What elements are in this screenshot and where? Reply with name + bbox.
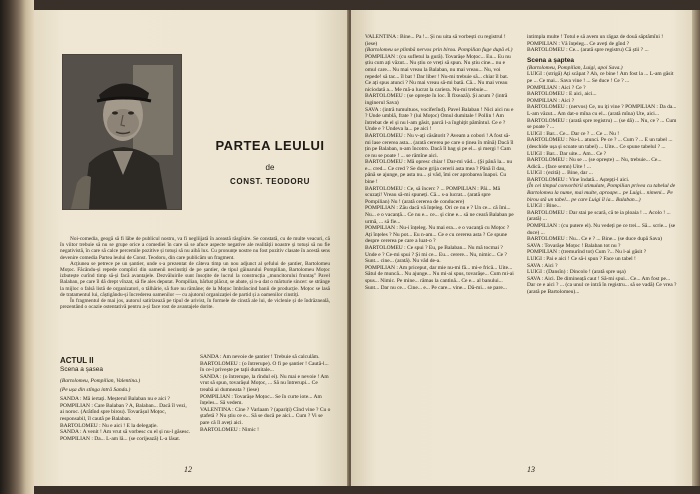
intro-paragraph: Acțiunea se petrece pe un șantier, unde s-a prezentat de câteva timp un nou adjunct al șefului de șantier, Bartolomeu Moțoc. Făcându-și repede complici din oamenii necinstiți de pe șantier, de tipul găinarului Pompilian, Bartolomeu Moțoc izbutește curînd timp să-și facă avantajele. Dezvăluirile sunt însoțite de lucrul la construcția „muncitorului fruntaș" Pavel Balaban, pe care îl dă drept vînzat, să fie ales deputat. Pompilian, bărbat plăcut, se abate, și n-a dat o mărturie sincer: se strânge la mijloc o falsă listă de organizatori, o tâlhărie, să fure nu rămâne; de la Moțoc îmbrâncind banii de producție. Moțoc se lasă de tratamentul lui, câștigându-și încrederea oamenilor — cu ajutorul organizației de partid și a oamenilor cinstiți. xyxy=(60,260,330,298)
dialogue-line: BARTOLOMEU : Ce... (arată spre registru) Că știi ? ... xyxy=(527,47,649,54)
dialogue-line: BARTOLOMEU : Ce, să încerc ? ... POMPILIAN : Păi... Mă scuzați! Vreau să-mi spuneți. Că... s-a lucrat... (arată spre Pompilian) Nu ! (arată cererea de conducere) xyxy=(365,185,501,205)
page-edges xyxy=(692,10,700,486)
author-photo xyxy=(62,54,182,210)
dialogue-line: POMPILIAN : (cu putere el). Nu vedeți pe ce trei... Să... scrie... (se duce) ... xyxy=(527,223,676,236)
dialogue-line: VALENTINA : Bine... Pa !... Și nu uita să vorbești cu registrul ! (iese) xyxy=(365,34,506,47)
dialogue-line: POMPILIAN : Nu-i înțeleg. Nu mai era... e o vacanță cu Moțoc ? Ați înțeles ? Nu pot... Eu n-am... Ce e cu cererea asta ? Ce spune despre cererea pe care a luat-o ? xyxy=(365,225,510,245)
left-page xyxy=(34,10,349,486)
intro-paragraph: Noi-comedia, geogă să fi lăbe de publicul nostru, va fi negliijată în această răsgîsire. Se constată, cu de multe veacuri, că în viitor trebuie să nu se grupe orice a comediei în care să se afuce aspecte negative ale realității noastre și totuși să nu fie negativistă, în care să calce percemile pozitive și totuși să nu aibă lux. Cu pronunțe nostre nu fost pozitiv clasate în acestă sens devenire comedia Partea leului de Const. Teodoru, din care publicăm un fragment. xyxy=(60,236,330,261)
dialogue-line: BARTOLOMEU : Nu se ... (se oprește) ... Nu, trebuie... Ce... Adică... (face semn) Uite ! ... xyxy=(527,157,662,170)
dialogue-line: BARTOLOMEU : E aici, aici... xyxy=(527,91,597,98)
dialogue-line: POMPILIAN : (cu sufletul la gură). Tovarășe Moțoc... Eu... Eu nu știu cum ați văzut... Nu știu ce vreți să spun. Nu știu cine... nu e omul care... Nu mai vreau la Balaban, nu mai vreau... Nu, voi repede! să tac... îl bat ! Dar liber ! Nu-mi trebuie să... chiar îl bat. Ce ați spus atunci ? Nu mai vreau să-mi bată. Că... Nu mai vreau niciodată a... Me mă-a lucrat la cariera. Nu-mi trebuie... xyxy=(365,53,511,93)
dialogue-line: BARTOLOMEU : Dar stai pe scară, că te ia ploaia ! ... Acolo ! ... (arată) ... xyxy=(527,209,671,223)
page-number-left: 12 xyxy=(184,465,192,474)
dialogue-line: intimpla multe ! Totul e să avem un rägaz de două săptămîni ! xyxy=(527,34,664,40)
characters-line: (Bartolomeu, Pompilian, Valentina.) xyxy=(60,378,141,384)
portrait-illustration xyxy=(63,55,181,209)
stage-direction: (Bartolomeu se plimbă nervos prin birou. Pompilian fuge după el.) xyxy=(365,47,513,54)
dialogue-line: SAVA : Tovarășe Moțoc ! Balaban tot nu ? xyxy=(527,242,621,249)
title-by: de xyxy=(265,163,275,172)
right-page xyxy=(351,10,692,486)
book-binding xyxy=(0,0,34,494)
dialogue-line: LUIGI : Bar... Dar uite... Am... Ce ? xyxy=(527,150,607,157)
dialogue-line: SAVA : Aici ? xyxy=(527,262,558,269)
dialogue-line: LUIGI : (Dansîn) : Dincolo ! (arată spre ușa) xyxy=(527,269,626,276)
dialogue-line: VALENTINA : Cine ? Varlaam ? (apariți) Cînd vine ? Cu o ștafetă ? Nu știu ce e... Să se ducă pe aici... Cum ? Vi se pare că îl aveți aici. xyxy=(200,406,331,426)
intro-text xyxy=(60,236,330,310)
play-title: PARTEA LEULUI xyxy=(215,138,325,153)
dialogue-line: SANDA : A venit ! Am vrut să vorbesc cu el și nu-l găsesc. xyxy=(60,429,191,436)
scene-heading: Scena a șaptea xyxy=(527,56,574,64)
dialogue-line: POMPILIAN : Zău dacă vă înțeleg. Ori ce nu e ? Un ce... că îmi... Nu... e o vacanță... Ce nu e... ce... și cine e... să ne ceară Balaban pe urmă, ... să fie... xyxy=(365,205,514,225)
right-column-1 xyxy=(365,34,515,454)
play-title-block xyxy=(210,138,330,186)
dialogue-line: BARTOLOMEU : (arată spre registru) ... (se dă) ... Nu, ce ? ... Cum se poate ? ... xyxy=(527,117,677,131)
dialogue-line: BARTOLOMEU : (se oprește în loc. Îl fixează). Și acum ? (intră inginerul Sava) xyxy=(365,93,508,106)
dialogue-line: LUIGI : Bar... Ce... Dar ce ? ... Ce ... Nu ! xyxy=(527,130,620,137)
dialogue-line: BARTOLOMEU : (nervos) Ce, nu iți vine ? POMPILIAN : Da da... L-am văzut... Am dat-o mîna cu el... (arată mîna) Ute, aici... xyxy=(527,104,677,117)
dialogue-line: POMPILIAN : Tovarășe Moțoc... Se în curte iote... Am înțeles... Să vedem. xyxy=(200,393,322,407)
scene-heading: Scena a șasea xyxy=(60,366,104,373)
act-heading: ACTUL II xyxy=(60,356,94,365)
dialogue-line: POMPILIAN : Vă înțeleg... Ce aveți de gînd ? xyxy=(527,40,630,47)
dialogue-line: BARTOLOMEU : Ce spui ? Eu, pe Balaban... Nu mă tocmai ? Unde e ? Ce-mi spui ? Și mi ce... Eu... cerere... Nu, nimic... Ce ? Sunt... cine... (arată). Nu văd de-a. xyxy=(365,245,507,265)
intro-paragraph: În fragmentul de mai jos, autorul satirizează pe tipul de arivist, în formele de cinstă ale lui, de viclenie și de îndrăzneală, prezentând o ocazie ostentativă pentru a-și face rost de avantajele dorite. xyxy=(60,298,330,311)
dialogue-line: SANDA : (o întrerupe, la rîndul ei). Nu mai e nevoie ! Am vrut să spun, tovarășul Moțoc, ... Să nu întrerupi... Ce treabă ai dumneata ? (iese) xyxy=(200,373,329,393)
dialogue-line: SANDA : Am nevoie de șantier ! Trebuie să calculăm. xyxy=(200,354,320,360)
dialogue-line: LUIGI : (strigă) Ați scăpat ? Ah, ce bine ! Am fost la ... L-am găsit pe ... Ce mai... Sava vine ! ... Se duce ! Ce ? ... xyxy=(527,71,674,84)
dialogue-line: BARTOLOMEU : Nimic ! xyxy=(200,426,259,433)
dialogue-line: POMPILIAN : Da... L-am lă... (se corijează) L-a lăsat. xyxy=(60,435,181,442)
dialogue-line: POMPILIAN : Aici ? xyxy=(527,97,575,104)
dialogue-line: BARTOLOMEU : Mă opresc chiar ! Dar-mi văd... (Și până la... nu e... cred... Ce cred ? Se duce grija cererii asta mea ? Până îl dau, până se ajunge, pe asta nu... și văd, îmi cer aprobarea înapoi. Cu bine ! xyxy=(365,159,513,186)
left-column-1 xyxy=(60,354,192,442)
dialogue-line: BARTOLOMEU : Nu-l... atunci. Pe ce ? ... Cum ? ... E un tabel ... (deschide ușa și scoate un tabel) ... Uite... Ce spune tabelul ? ... xyxy=(527,137,673,150)
dialogue-line: BARTOLOMEU : Nu... Ce e ? ... Bine... (se duce după Sava) xyxy=(527,236,662,243)
dialogue-line: POMPILIAN : Am priceput, dar mie nu-mi fă... mi-e frică... Uite... Sătul de muncă... Nu ajunge... Nu mi-ai spus, tovarășe... Cum mi-ai spus... Nimic. Pe mine... rămas la cantină... Ce e... al banului... Sunt... Dar nu ce... Cine... e... Pe care... vine... Dă-mi... se pare... xyxy=(365,264,514,291)
stage-direction: (Pe ușa din stînga intră Sanda.) xyxy=(60,386,131,393)
right-column-2 xyxy=(527,34,679,454)
stage-direction: (În cei timpul convorbirii stimulate, Pompilian privea cu tabelul de Bartolomeu la nume, mai multe, aproape... pe Luigi... nimeni... Pe birou stă un tabel... pe care Luigi îl ia... Balaban...) xyxy=(527,183,676,203)
dialogue-line: SAVA : (intră tumultuos, vociferînd). Pavel Balaban ! Nici aici nu e ? Unde umblă, frate ? (lui Moțoc) Omul dumitale ! Pollin ! Am întrebat de el și nu l-am găsit, parcă l-a înghițit pămîntul. Ce e ? Unde e ? Undeva la... pe aici ! xyxy=(365,106,514,133)
characters-line: (Bartolomeu, Pompilian, Luigi, apoi Sava.) xyxy=(527,64,623,71)
dialogue-line: LUIGI : Bine... xyxy=(527,203,561,210)
dialogue-line: POMPILIAN : (tremurînd tot) Cum ?... Nu l-ai găsit ? xyxy=(527,249,647,256)
author-name: CONST. TEODORU xyxy=(230,177,310,186)
left-column-2 xyxy=(200,354,332,433)
dialogue-line: BARTOLOMEU : Nu v-ați căsătorit ? Aveam a cobori ! A fost să-mi lase cererea asta... (arată cererea pe care o ținea în mînă) Dacă îl țin pe Balaban, n-am încotro. Dacă îl bag și pe el... și mergi ! Cam ce nu se poate ! ... se rămîne aici. xyxy=(365,132,514,159)
page-number-right: 13 xyxy=(527,465,535,474)
dialogue-line: POMPILIAN : Care Balaban ? A, Balaban... Dacă îl vezi, ai noroc. (Arătînd spre birou). Tovarășul Moțoc, responsabil, îl caută pe Balaban. xyxy=(60,402,187,422)
dialogue-line: POMPILIAN : Aici ? Ce ? xyxy=(527,84,586,91)
dialogue-line: BARTOLOMEU : Vine îndată... Aștepți-l aici. xyxy=(527,176,630,183)
dialogue-line: LUIGI : (ezită) ... Bine, dar ... xyxy=(527,170,593,177)
dialogue-line: BARTOLOMEU : (o întrerupe). O fi pe șantier ! Caută-l... în ce-l privește pe tații dumitale... xyxy=(200,360,329,374)
dialogue-line: LUIGI : Pai e aici ! Ce să-i spun ? Face un tabel ! xyxy=(527,256,636,262)
dialogue-line: SAVA : Aici. De dimineață caut ! Să-mi spui... Ce... Am fost pe... Dar ce e aici ? ... (ca unul ce intră în registru... să se vadă) Ce vrea ? (arată pe Bartolomeu)... xyxy=(527,275,677,295)
dialogue-line: BARTOLOMEU : Nu e aici ! E la delegație. xyxy=(60,422,158,429)
dialogue-line: SANDA : Mă iertați. Meșterul Balaban nu e aici ? xyxy=(60,396,170,403)
